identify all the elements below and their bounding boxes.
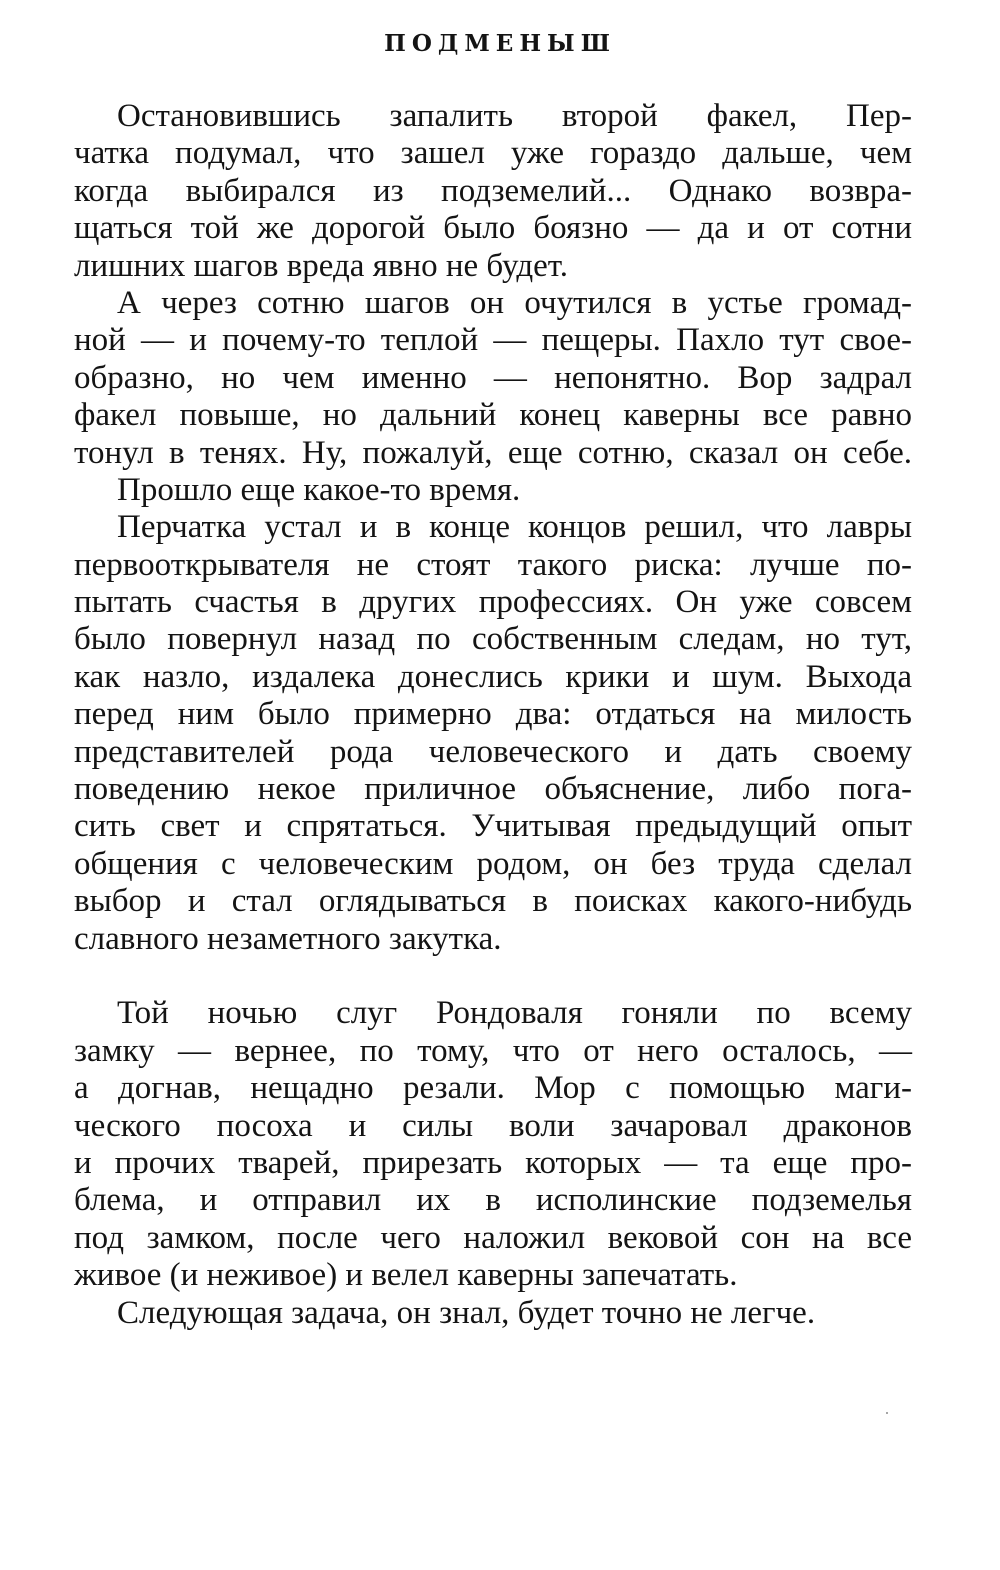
text-line: было повернул назад по собственным следам, но тут, xyxy=(74,621,912,658)
paragraph xyxy=(74,98,912,285)
scan-speck xyxy=(886,1412,888,1414)
text-line: поведению некое приличное объяснение, либо пога- xyxy=(74,771,912,808)
text-line: чатка подумал, что зашел уже гораздо дальше, чем xyxy=(74,135,912,172)
text-line: лишних шагов вреда явно не будет. xyxy=(74,247,569,284)
text-line: ческого посоха и силы воли зачаровал драконов xyxy=(74,1107,912,1144)
text-line: Той ночью слуг Рондоваля гоняли по всему xyxy=(117,995,912,1032)
paragraph xyxy=(74,285,912,472)
text-line: когда выбирался из подземелий... Однако возвра- xyxy=(74,172,912,209)
text-line: живое (и неживое) и велел каверны запечатать. xyxy=(74,1257,738,1294)
section-break xyxy=(74,958,912,995)
text-line: Остановившись запалить второй факел, Пер- xyxy=(117,98,912,134)
text-line: перед ним было примерно два: отдаться на милость xyxy=(74,696,912,733)
text-line: замку — вернее, по тому, что от него осталось, — xyxy=(74,1032,912,1069)
text-line: выбор и стал оглядываться в поисках какого-нибудь xyxy=(74,883,912,920)
text-line: а догнав, нещадно резали. Мор с помощью маги- xyxy=(74,1070,912,1107)
paragraph xyxy=(74,1295,912,1332)
text-line: ной — и почему-то теплой — пещеры. Пахло тут свое- xyxy=(74,322,912,359)
text-line: факел повыше, но дальний конец каверны все равно xyxy=(74,397,912,434)
body-text xyxy=(74,98,912,1332)
text-line: Перчатка устал и в конце концов решил, что лавры xyxy=(117,509,912,546)
text-line: Следующая задача, он знал, будет точно не легче. xyxy=(117,1294,816,1331)
paragraph xyxy=(74,472,912,509)
text-line: Прошло еще какое-то время. xyxy=(117,471,521,508)
running-head: ПОДМЕНЫШ xyxy=(384,30,616,57)
text-line: образно, но чем именно — непонятно. Вор задрал xyxy=(74,359,912,396)
text-line: щаться той же дорогой было боязно — да и от сотни xyxy=(74,210,912,247)
text-line: тонул в тенях. Ну, пожалуй, еще сотню, сказал он себе. xyxy=(74,434,912,471)
text-line: под замком, после чего наложил вековой сон на все xyxy=(74,1219,912,1256)
text-line: первооткрывателя не стоят такого риска: лучше по- xyxy=(74,546,912,583)
text-line: А через сотню шагов он очутился в устье громад- xyxy=(117,284,912,321)
paragraph xyxy=(74,509,912,958)
text-line: блема, и отправил их в исполинские подземелья xyxy=(74,1182,912,1219)
text-line: и прочих тварей, прирезать которых — та еще про- xyxy=(74,1144,912,1181)
text-line: общения с человеческим родом, он без труда сделал xyxy=(74,845,912,882)
text-line: сить свет и спрятаться. Учитывая предыдущий опыт xyxy=(74,808,912,845)
text-line: представителей рода человеческого и дать своему xyxy=(74,733,912,770)
text-line: пытать счастья в других профессиях. Он уже совсем xyxy=(74,584,912,621)
paragraph xyxy=(74,995,912,1294)
text-line: славного незаметного закутка. xyxy=(74,920,502,957)
text-line: как назло, издалека донеслись крики и шум. Выхода xyxy=(74,658,912,695)
